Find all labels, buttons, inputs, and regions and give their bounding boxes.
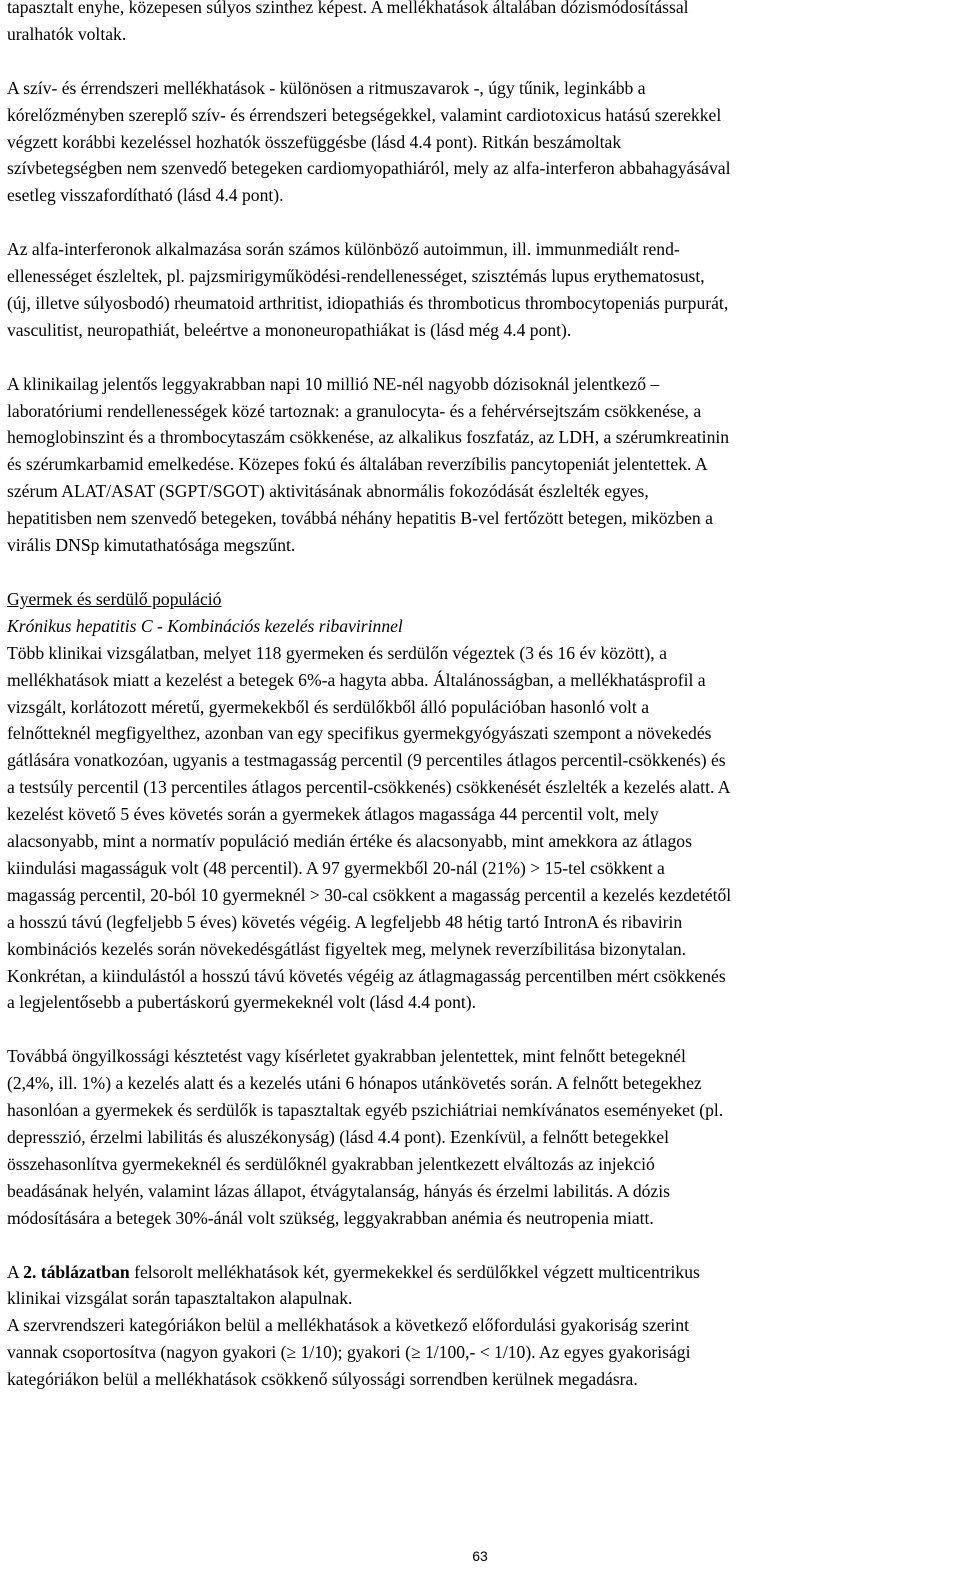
text-line: és szérumkarbamid emelkedése. Közepes fokú és általában reverzíbilis pancytopeniát jelentettek. A	[7, 454, 708, 475]
text-line: (új, illetve súlyosbodó) rheumatoid arthritist, idiopathiás és thromboticus thrombocytopeniás purpurát,	[7, 292, 729, 313]
text-line: A szervrendszeri kategóriákon belül a mellékhatások a következő előfordulási gyakoriság szerint	[7, 1315, 689, 1336]
text-line	[7, 1262, 700, 1282]
text-line: hasonlóan a gyermekek és serdülők is tapasztaltak egyéb pszichiátriai nemkívánatos eseményeket (pl.	[7, 1100, 724, 1121]
text-line: vizsgált, korlátozott méretű, gyermekekből és serdülőkből álló populációban hasonló volt a	[7, 696, 650, 717]
text-line: Konkrétan, a kiindulástól a hosszú távú követés végéig az átlagmagasság percentilben mért csökkenés	[7, 965, 726, 986]
paragraph-cardiovascular	[7, 75, 957, 210]
text-line: kombinációs kezelés során növekedésgátlást figyeltek meg, melynek reverzíbilitása bizonytalan.	[7, 938, 687, 959]
text-run: felsorolt mellékhatások két, gyermekekkel és serdülőkkel végzett multicentrikus	[129, 1261, 700, 1282]
text-line: esetleg visszafordítható (lásd 4.4 pont).	[7, 185, 284, 206]
text-line: depresszió, érzelmi labilitás és aluszékonyság) (lásd 4.4 pont). Ezenkívül, a felnőtt betegekkel	[7, 1126, 669, 1147]
text-line: Továbbá öngyilkossági késztetést vagy kísérletet gyakrabban jelentettek, mint felnőtt betegeknél	[7, 1046, 686, 1067]
text-line: hepatitisben nem szenvedő betegeken, továbbá néhány hepatitis B-vel fertőzött betegen, miközben a	[7, 508, 713, 529]
section-pediatric	[7, 586, 957, 1017]
text-line: hemoglobinszint és a thrombocytaszám csökkenése, az alkalikus foszfatáz, az LDH, a szérumkreatinin	[7, 427, 730, 448]
text-line: alacsonyabb, mint a normatív populáció medián értéke és alacsonyabb, mint amekkora az átlagos	[7, 831, 692, 852]
section-subheading: Krónikus hepatitis C - Kombinációs kezelés ribavirinnel	[7, 615, 403, 636]
text-line: magasság percentil, 20-ból 10 gyermeknél > 30-cal csökkent a magasság percentil a kezelés kezdetétől	[7, 884, 732, 905]
text-line: uralhatók voltak.	[7, 23, 127, 44]
document-page	[7, 0, 957, 1393]
text-line: ellenességet észleltek, pl. pajzsmirigyműködési-rendellenességet, szisztémás lupus erythematosust,	[7, 266, 705, 287]
section-heading: Gyermek és serdülő populáció	[7, 588, 222, 609]
text-line: virális DNSp kimutathatósága megszűnt.	[7, 535, 296, 556]
text-line: felnőtteknél megfigyelthez, azonban van egy specifikus gyermekgyógyászati szempont a növekedés	[7, 723, 712, 744]
text-line: A klinikailag jelentős leggyakrabban napi 10 millió NE-nél nagyobb dózisoknál jelentkező –	[7, 373, 660, 394]
text-line: kórelőzményben szereplő szív- és érrendszeri betegségekkel, valamint cardiotoxicus hatású szerekkel	[7, 104, 722, 125]
page-number: 63	[472, 1548, 488, 1564]
text-line: szívbetegségben nem szenvedő betegeken cardiomyopathiáról, mely az alfa-interferon abbahagyásával	[7, 158, 731, 179]
text-line: szérum ALAT/ASAT (SGPT/SGOT) aktivitásának abnormális fokozódását észlelték egyes,	[7, 481, 649, 502]
text-line: Több klinikai vizsgálatban, melyet 118 gyermeken és serdülőn végeztek (3 és 16 év között), a	[7, 642, 667, 663]
text-line: gátlására vonatkozóan, ugyanis a testmagasság percentil (9 percentiles átlagos percentil-csökkenés) és	[7, 750, 726, 771]
text-run: A	[7, 1261, 24, 1282]
text-line: kiindulási magasságuk volt (48 percentil). A 97 gyermekből 20-nál (21%) > 15-tel csökkent a	[7, 857, 665, 878]
text-line: összehasonlítva gyermekeknél és serdülőknél gyakrabban jelentkezett elváltozás az injekció	[7, 1153, 655, 1174]
text-line: módosítására a betegek 30%-ánál volt szükség, leggyakrabban anémia és neutropenia miatt.	[7, 1207, 654, 1228]
text-line: végzett korábbi kezeléssel hozhatók összefüggésbe (lásd 4.4 pont). Ritkán beszámoltak	[7, 131, 622, 152]
text-line: tapasztalt enyhe, közepesen súlyos szinthez képest. A mellékhatások általában dózismódosítással	[7, 0, 689, 17]
paragraph-suicidal-ideation	[7, 1043, 957, 1231]
text-line: vannak csoportosítva (nagyon gyakori (≥ 1/10); gyakori (≥ 1/100,- < 1/10). Az egyes gyakorisági	[7, 1342, 691, 1363]
text-line: vasculitist, neuropathiát, beleértve a mononeuropathiákat is (lásd még 4.4 pont).	[7, 319, 572, 340]
text-line: mellékhatások miatt a kezelést a betegek 6%-a hagyta abba. Általánosságban, a mellékhatásprofil a	[7, 669, 706, 690]
text-line: (2,4%, ill. 1%) a kezelés alatt és a kezelés utáni 6 hónapos utánkövetés során. A felnőtt betegekhez	[7, 1073, 702, 1094]
text-line: kategóriákon belül a mellékhatások csökkenő súlyossági sorrendben kerülnek megadásra.	[7, 1369, 638, 1390]
text-line: klinikai vizsgálat során tapasztaltakon alapulnak.	[7, 1288, 353, 1309]
text-line: a legjelentősebb a pubertáskorú gyermekeknél volt (lásd 4.4 pont).	[7, 992, 477, 1013]
paragraph-dose-modification	[7, 0, 957, 48]
paragraph-table-reference	[7, 1259, 957, 1394]
paragraph-autoimmune	[7, 236, 957, 344]
text-line: a testsúly percentil (13 percentiles átlagos percentil-csökkenés) csökkenését észlelték a kezelés alatt. A	[7, 777, 731, 798]
text-line: beadásának helyén, valamint lázas állapot, étvágytalanság, hányás és érzelmi labilitás. A dózis	[7, 1180, 670, 1201]
text-line: laboratóriumi rendellenességek közé tartoznak: a granulocyta- és a fehérvérsejtszám csökkenése, a	[7, 400, 702, 421]
paragraph-laboratory	[7, 371, 957, 559]
text-line: kezelést követő 5 éves követés során a gyermekek átlagos magassága 44 percentil volt, mely	[7, 804, 659, 825]
text-line: a hosszú távú (legfeljebb 5 éves) követés végéig. A legfeljebb 48 hétig tartó IntronA és ribavirin	[7, 911, 683, 932]
text-line: A szív- és érrendszeri mellékhatások - különösen a ritmuszavarok -, úgy tűnik, leginkább a	[7, 77, 646, 98]
text-line: Az alfa-interferonok alkalmazása során számos különböző autoimmun, ill. immunmediált rend-	[7, 239, 680, 260]
table-reference: 2. táblázatban	[23, 1261, 130, 1282]
